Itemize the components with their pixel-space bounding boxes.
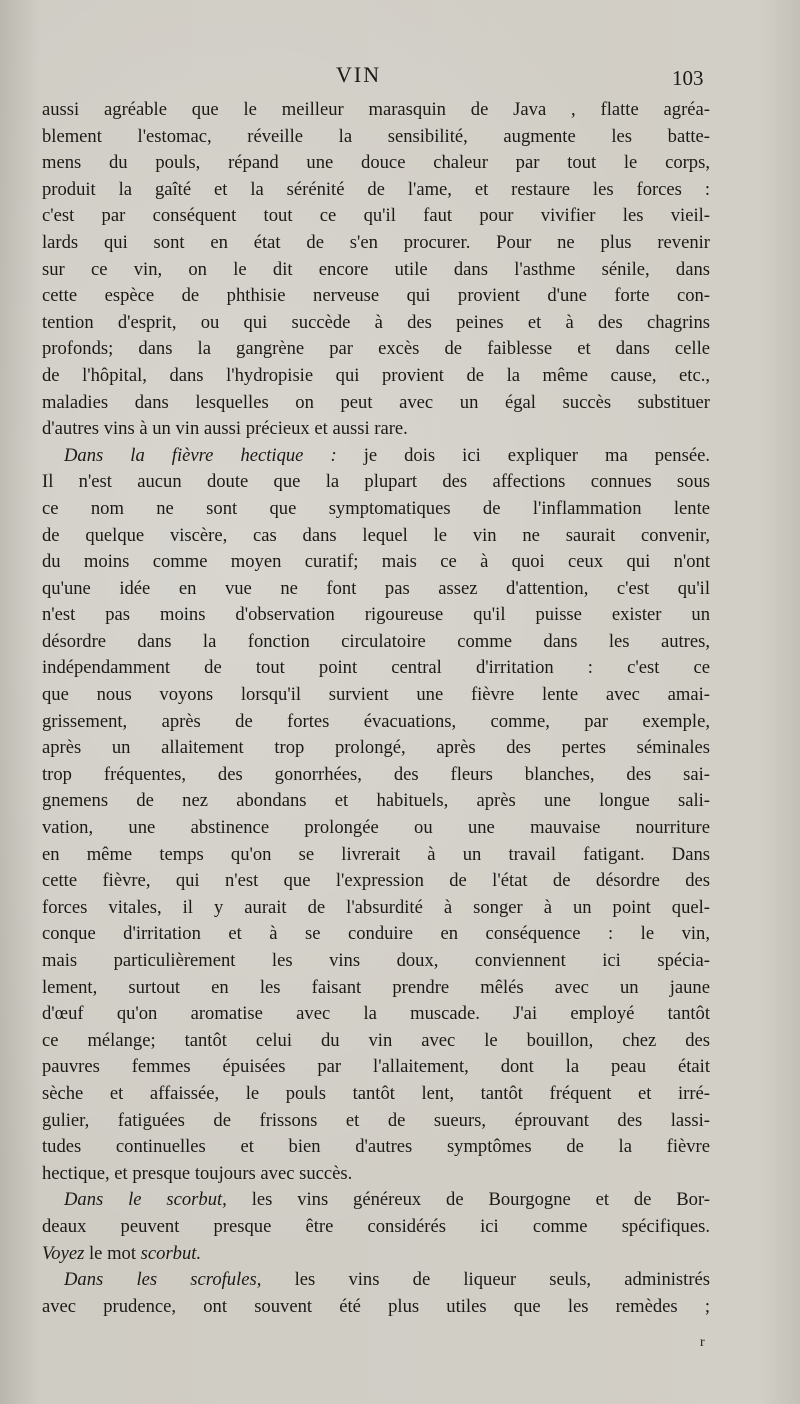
text-line: tention d'esprit, ou qui succède à des peines et à des chagrins (42, 311, 710, 333)
text-line: produit la gaîté et la sérénité de l'ame, et restaure les forces : (42, 178, 710, 200)
page-header (0, 62, 800, 92)
text-line: sur ce vin, on le dit encore utile dans l'asthme sénile, dans (42, 258, 710, 280)
text-line: aussi agréable que le meilleur marasquin de Java , flatte agréa- (42, 99, 710, 120)
text-line: d'œuf qu'on aromatise avec la muscade. J'ai employé tantôt (42, 1003, 710, 1025)
text-line: gnemens de nez abondans et habituels, après une longue sali- (42, 790, 710, 812)
text-line: mais particulièrement les vins doux, conviennent ici spécia- (42, 950, 710, 971)
text-line: conque d'irritation et à se conduire en conséquence : le vin, (42, 923, 710, 945)
text-line: gulier, fatiguées de frissons et de sueurs, éprouvant des lassi- (42, 1109, 710, 1131)
text-line: de l'hôpital, dans l'hydropisie qui provient de la même cause, etc., (42, 364, 710, 386)
italic-heading-scrofules: Dans les scrofules, (64, 1269, 262, 1291)
italic-scorbut-word: scorbut. (140, 1242, 202, 1264)
text-line: du moins comme moyen curatif; mais ce à quoi ceux qui n'ont (42, 551, 710, 573)
text-line: profonds; dans la gangrène par excès de faiblesse et dans celle (42, 338, 710, 360)
text-line: sèche et affaissée, le pouls tantôt lent, tantôt fréquent et irré- (42, 1082, 710, 1104)
text-line: blement l'estomac, réveille la sensibilité, augmente les batte- (42, 125, 710, 147)
italic-voyez: Voyez (42, 1242, 85, 1264)
italic-heading-fievre-hectique: Dans la fièvre hectique : (64, 444, 337, 466)
text-line: cette fièvre, qui n'est que l'expression de l'état de désordre des (42, 870, 710, 892)
body-text (42, 97, 710, 1320)
text-line: maladies dans lesquelles on peut avec un égal succès substituer (42, 391, 710, 413)
text-line: après un allaitement trop prolongé, après des pertes séminales (42, 737, 710, 759)
text-line: d'autres vins à un vin aussi précieux et aussi rare. (42, 418, 408, 440)
text-line: lards qui sont en état de s'en procurer. Pour ne plus revenir (42, 231, 710, 253)
text-line: désordre dans la fonction circulatoire comme dans les autres, (42, 630, 710, 652)
text-line: avec prudence, ont souvent été plus utiles que les remèdes ; (42, 1295, 710, 1317)
text-line: lement, surtout en les faisant prendre mêlés avec un jaune (42, 976, 710, 998)
text-line: mens du pouls, répand une douce chaleur par tout le corps, (42, 152, 710, 174)
paragraph-scorbut-start (42, 1187, 710, 1214)
text-line: indépendamment de tout point central d'irritation : c'est ce (42, 657, 710, 679)
text-line: pauvres femmes épuisées par l'allaitement, dont la peau était (42, 1056, 710, 1078)
text-fragment: le mot (89, 1242, 136, 1264)
paragraph-fievre-hectique-start (42, 443, 710, 470)
signature-mark: r (700, 1335, 705, 1350)
text-fragment: je dois ici expliquer ma pensée. (363, 444, 710, 466)
text-line: de quelque viscère, cas dans lequel le vin ne saurait convenir, (42, 524, 710, 546)
text-line: qu'une idée en vue ne font pas assez d'attention, c'est qu'il (42, 577, 710, 599)
text-line: c'est par conséquent tout ce qu'il faut pour vivifier les vieil- (42, 205, 710, 227)
text-line: trop fréquentes, des gonorrhées, des fleurs blanches, des sai- (42, 763, 710, 785)
text-line: tudes continuelles et bien d'autres symptômes de la fièvre (42, 1136, 710, 1158)
italic-heading-scorbut: Dans le scorbut, (64, 1189, 227, 1211)
paragraph-scrofules-start (42, 1267, 710, 1294)
text-fragment: les vins généreux de Bourgogne et de Bor- (251, 1189, 710, 1211)
text-line: forces vitales, il y aurait de l'absurdité à songer à un point quel- (42, 896, 710, 918)
cross-reference-line (42, 1241, 710, 1268)
text-line: cette espèce de phthisie nerveuse qui provient d'une forte con- (42, 285, 710, 307)
text-line: Il n'est aucun doute que la plupart des affections connues sous (42, 471, 710, 493)
running-title: VIN (336, 62, 382, 87)
text-line: deaux peuvent presque être considérés ici comme spécifiques. (42, 1215, 710, 1237)
text-line: en même temps qu'on se livrerait à un travail fatigant. Dans (42, 843, 710, 865)
text-line: grissement, après de fortes évacuations, comme, par exemple, (42, 710, 710, 732)
text-line: hectique, et presque toujours avec succès. (42, 1162, 353, 1184)
text-fragment: les vins de liqueur seuls, administrés (294, 1269, 710, 1291)
text-line: ce mélange; tantôt celui du vin avec le bouillon, chez des (42, 1029, 710, 1051)
text-line: n'est pas moins d'observation rigoureuse qu'il puisse exister un (42, 604, 710, 626)
text-line: vation, une abstinence prolongée ou une mauvaise nourriture (42, 817, 710, 839)
text-line: que nous voyons lorsqu'il survient une fièvre lente avec amai- (42, 684, 710, 706)
text-line: ce nom ne sont que symptomatiques de l'inflammation lente (42, 497, 710, 519)
page-number: 103 (672, 66, 704, 90)
